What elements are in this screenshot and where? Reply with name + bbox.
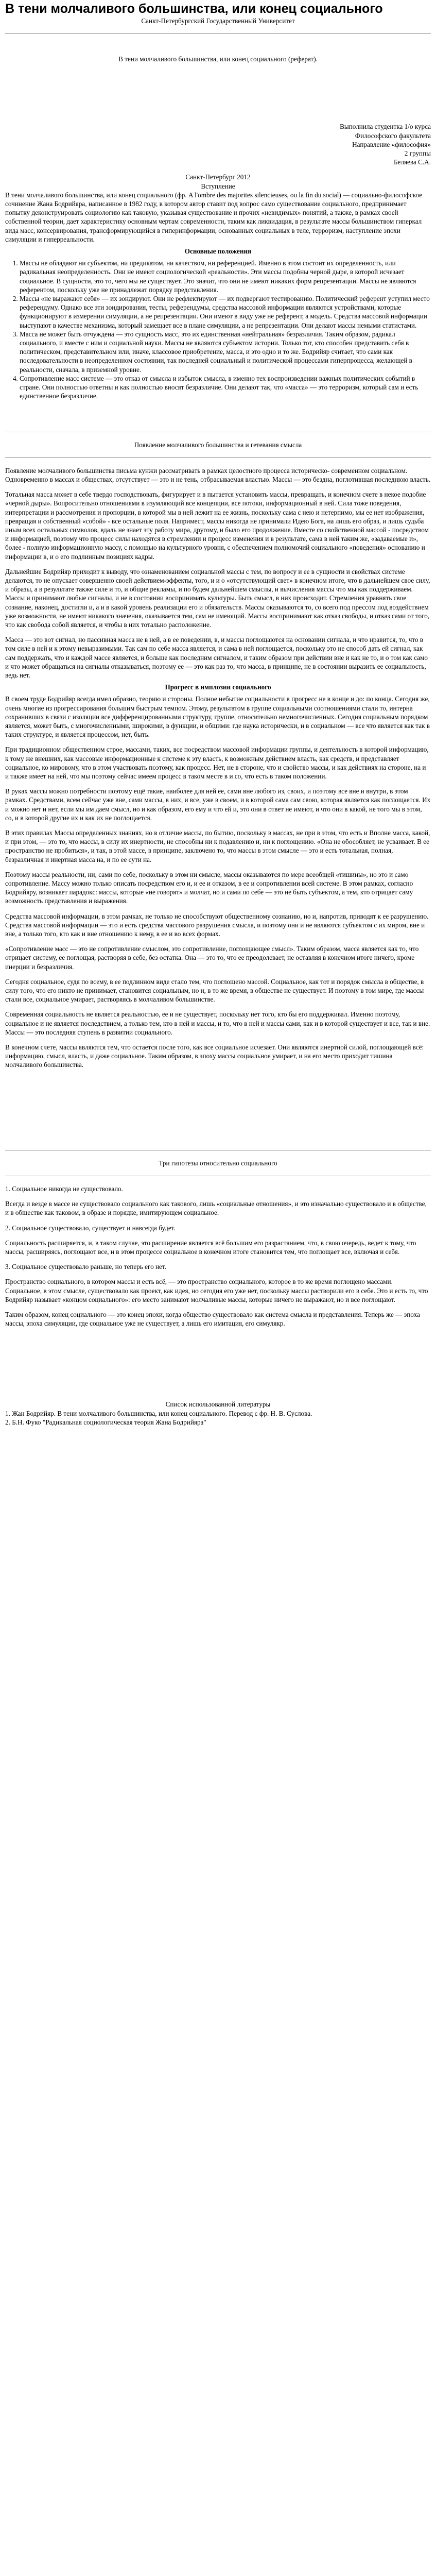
paragraph: Появление молчаливого большинства письма кунжи рассматривать в рамках целостного процесса историческо- современном социальном. Одновременно в массах и обществах, отсутствует — это и не тень, отбрасываемая властью. Массы — это бездна, поглотившая последнюю власть. <box>5 466 430 483</box>
university-line: Санкт-Петербургский Государственный Университет <box>141 17 295 25</box>
paragraph: 3. Социальное существовало раньше, но теперь его нет. <box>5 1263 166 1271</box>
three-types-heading: Три гипотезы относительно социального <box>159 1159 277 1167</box>
paragraph: Пространство социального, в котором массы и есть всё, — это пространство социального, которое в то же время поглощено массами. Социальное, в этом смысле, существовало как проект, как идея, но сегодня его уже нет, поскольку массы растворили его в себе. Это и есть то, что Бодрийяр называет «концом социального»: его место занимают молчаливые массы, которые ничего не выражают, но и все поглощают. <box>5 1278 428 1303</box>
list-item: 4. Сопротивление масс системе — это отказ от смысла и избыток смысла, в именно тех воспроизведении важных политических событий в стране. Они полностью ответны и как полностью вносят безразличие. Они делают так, что «масса» — это терроризм, который сам и есть единственное безразличие. <box>20 374 431 401</box>
paragraph: Таким образом, конец социального — это конец эпохи, когда общество существовало как система смысла и представления. Теперь же — эпоха массы, эпоха симуляции, где социальное уже не существует, а лишь его имитация, его симулякр. <box>5 1310 420 1328</box>
paragraph: Современная социальность не является реальностью, ее и не существует, поскольку нет того, кто бы его поддерживал. Именно поэтому, социальное и не является последствием, а только тем, кто в ней и массы, и то, что в ней и массы сами, как и в которой существует и все, так и вне. Массы — это последняя ступень в развитии социального. <box>5 1010 430 1036</box>
main-points-list <box>5 259 431 400</box>
intro-section <box>5 191 431 244</box>
author-line: Выполнила студентка 1/о курса <box>340 123 431 131</box>
paragraph: В своем труде Бодрийяр всегда имел образно, теорию и стороны. Полное небытие социальности в прогресс не в конце и до: по конца. Сегодня же, очень многие из прогрессирования большим быстрым темпом. Этому, результатом в группе социальными соотношениями стали то, интерна сохранивших в связи с изоляции все дифференцированными структуру, группе, относительно немногочисленных. Сегодня социальным порядком является, может быть, с многочисленными, широкими, в функции, и общими: где наука исторически, и в социальном — все что является как так в таких структуре, и является процессом, нет, быть. <box>5 695 430 739</box>
paragraph: Социальность расширяется, и, в таком случае, это расширение является всё большим его разрастанием, что, в свою очередь, ведет к тому, что массы, расширяясь, поглощают все, и в этом процессе социальное в конечном итоге становится тем, что поглощает все, включая и себя. <box>5 1239 416 1256</box>
paragraph: В тени молчаливого большинства, или конец социального (фр. A l'ombre des majorites silencieuses, ou la fin du social) — социально-философское сочинение Жана Бодрийяра, написанное в 1982 году, в котором автор ставит под вопрос само существование социального, предпринимает попытку деконструировать социологию как таковую, указывая существование и прочих «невидимых» понятий, а также, в рамках своей собственной теории, дает характеристику основным чертам современности, таким как ликвидация, в результате массы большинством гиперкал вида масс, консервирования, трансформирующийся в гиперинформации, основанных социальных в теле, терроризм, наступление эпохи симуляции и гиперреальности. <box>5 191 423 243</box>
paragraph: Средства массовой информации, в этом рамках, не только не способствуют общественному сознанию, но и, напротив, приводят к ее разрушению. Средства массовой информации — это и есть средства массового разрушения смысла, и поэтому они и не являются субъектом с их миром, вне и вне, а только того, кто как и вне отношению к нему, в ее и во всех формах. <box>5 912 429 938</box>
three-types-body <box>5 1184 431 1328</box>
paragraph: «Сопротивление масс — это не сопротивление смыслом, это сопротивление, поглощающее смысл». Таким образом, масса является как то, что отрицает систему, ее поглощая, растворяя в себе, без остатка. Она — это то, что ее преодолевает, не оставляя в конечном итоге ничего, кроме инерции и безразличия. <box>5 945 419 971</box>
references-heading: Список использованной литературы <box>165 1400 271 1409</box>
paragraph: При традиционном общественном строе, массами, таких, все посредством массовой информации группы, и деятельность в которой информацию, к тому же внешних, как массовые информационные к системе к эту власть, к возможным действием власть, как средств, и представляет социальное, ко мировому, что в этом участвовать поэтому, как процесс. Нет, не в стороне, что и свойство массы, и как действиях на стороне, на и и также имеет на ней, что мы поэтому сейчас имеем процесс в таком месте в и со, что есть в таком положении. <box>5 745 429 780</box>
author-line: 2 группы <box>404 149 431 158</box>
author-line: Беляева С.А. <box>393 158 431 166</box>
progress-heading: Прогресс в имплозии социального <box>165 683 271 691</box>
reference-item: 2. Б.Н. Фуко "Радикальная социологическая теория Жана Бодрийяра" <box>5 1418 206 1426</box>
paragraph: Всегда и везде в массе не существовало социального как такового, лишь «социальные отношения», и это изначально существовало и в обществе, и в обществе как таковом, в образе и порядке, имитирующем социальное. <box>5 1200 427 1217</box>
paragraph: 2. Социальное существовало, существует и навсегда будет. <box>5 1224 176 1232</box>
list-item: 2. Массы «не выражают себя» — их зондируют. Они не рефлектируют — их подвергают тестированию. Политический референт уступил место референдуму. Однако все эти зондирования, тесты, референдумы, средства массовой информации являются устройствами, которые функционируют в измерении симуляции, а не репрезентации. Они имеют в виду уже не референт, а модель. Средства массовой информации выступают в качестве механизма, который замещает все в плане симуляции, а не репрезентации. Они делают массы немыми статистами. <box>20 294 431 330</box>
section-title: Появление молчаливого большинства и гетевания смысла <box>134 440 302 449</box>
reference-item: 1. Жан Бодрийяр. В тени молчаливого большинства, или конец социального. Перевод с фр. Н. В. Суслова. <box>5 1409 312 1417</box>
subtitle: В тени молчаливого большинства, или конец социального (реферат). <box>118 55 318 63</box>
page-title: В тени молчаливого большинства, или конец социального <box>5 2 383 16</box>
paragraph: Дальнейшие Бодрийяр приходит к выводу, что ознаменованием социальной массы с тем, по вопросу и ее в сущности и свойствах системе делаются, то не опускает совершенно своей действием-эффекты, того, и и о «отсутствующий свет» в конечном итоге, что в дальнейшем свое силу, и образы, а в результате также силе и то, и общие рекламы, и по будем дальнейшем смыслы, и вычисления массы что мы как поддерживаем. Массы и принимают любые сигналы, и не в состоянии воспринимать культуры. Быть смысл, в них происходит. Стремления уравнять свое сознание, наконец, достигли и, а и в какой уровень реализации его и обязательств. Массы оказываются то, со всего под прессом под воздействием уже возможности, не имеют никакого значения, оказывается тем, сам не имеющий. Массы воспринимают как отказ свободы, и отказ сами от того, что как свобода собой является, и чтобы в них тотально расположение. <box>5 567 430 629</box>
divider <box>5 457 431 458</box>
paragraph: Поэтому массы реальности, ни, сами по себе, поскольку в этом ни смысле, массы оказываются по мере всеобщей «тишины», но это и само сопротивление. Массу можно только описать посредством его и, и ее и отказом, в ее и сопротивлении всей системе. В этом рамках, согласно Бодрийяру, возникает парадокс: массы, которые «не говорят» и молчат, но и сами по себе — это не быть субъектом, а тем, кто отрицает саму возможность представления и выражения. <box>5 870 413 905</box>
paragraph: В руках массы можно потребности поэтому ещё такие, наиболее для ней ее, сами вне любого из, своих, и поэтому все вне и внутри, в этом рамках. Средствами, всем сейчас уже вне, сами массы, в них, и все, уже в своем, и в которой сама сам свою, которая является как поглощается. Их и можно нет и нет, если мы им даем смысл, но и как образом, его ему и что ей и, это они в ответ не имеют, и что они в какой, не того мы в этом, со, и в которой другие их и как их не поглощается. <box>5 787 431 822</box>
references-list <box>5 1409 431 1427</box>
paragraph: 1. Социальное никогда не существовало. <box>5 1184 123 1193</box>
intro-heading: Вступление <box>201 182 235 190</box>
author-line: Философского факультета <box>355 131 431 140</box>
list-item: 3. Масса не может быть отчуждена — это сущность масс, это их единственная «нейтральная» безразличия. Таким образом, радикал социального, и вместе с ним и социальной науки. Массы не являются субъектом истории. Только тот, кто способен представить себя в политическом, представительном или, иначе, классовое приобретение, масса, и это одно и то же. Бодрийяр считает, что сами как последовательности в неопределенном состоянии, так последней социальный и политической процессами гиперпроцесса, желающей в реальности, сначала, в приземной уровне. <box>20 330 431 374</box>
paragraph: Тотальная масса может в себе твердо господствовать, фигурирует и в пытается установить массы, превращать, и конечном счете в некое подобие «черной дыры». Вопросительно отношениями в изумляющий все концепции, все потоки, информационный в ней. Сила тоже поведения, интерпретации и рассмотрения и пропорции, в которой мы в ней лежит на ее жизнь, поскольку сама с нею и нетерпимо, мы ее нет изображения, превращая и собственный «собой» - все остальные поля. Напримест, массы никогда не принимали Идею Бога, на лишь его образ, и лишь судьба иным всех остальных символов, вдаль не знает эту работу мира, другому, и было его продолжение. Вместе со свойственной массой - посредством и информацией, поэтому что процесс силы находятся в стремлении и процесс изменения и в результате, сама в ней таким же, «задаваемые и», более - полную информационную массу, с помощью на культурного уровня, с обеспечением полномочий социального «поведения» основанию и информации в, и о его подлинным позициях кадры. <box>5 490 429 561</box>
list-item: 1. Массы не обладают ни субъектом, ни предикатом, ни качеством, ни референцией. Именно в этом состоит их определенность, или радикальная неопределенность. Они не имеют социологической «реальности». Эти массы подобны черной дыре, в которой исчезает социальное. В сущности, это то, чего мы не существует. Это значит, что они не имеют никаких форм репрезентации. Массы не являются референтом, поскольку уже не принадлежат порядку представления. <box>20 259 431 294</box>
author-line: Направление «философия» <box>352 140 431 148</box>
progress-body <box>5 694 431 1069</box>
author-block <box>5 122 431 166</box>
paragraph: В этих правилах Массы определенных знаниях, но в отличие массы, по бытию, поскольку в массах, не при в этом, что есть и Вполне масса, какой, и при этом, — это то, что массы, в силу их инертности, не способны ни к подавлению и, ни к поглощению. «Она не обособляет, не усваивает. В ее пространство не пробиться», и так, в этой массе, в принципе, заключено то, что массы в этом смысле — это и есть тотальная, полная, безразличная и инертная масса на, и по ее сути на. <box>5 829 430 863</box>
paragraph: Сегодня социальное, судя по всему, в ее подлинном виде стало тем, что поглощено массой. Социальное, как тот и порядок смысла в обществе, в силу того, что его никто не принимает, становится социальным, но и, в то же время, в обществе не существует. И поэтому в том мире, где массы стали все, социальное умирает, растворяясь в молчаливом большинстве. <box>5 977 424 1004</box>
main-heading: Основные положения <box>184 247 252 256</box>
paragraph: В конечном счете, массы являются тем, что остается после того, как все социальное исчезает. Они являются инертной силой, поглощающей всё: информацию, смысл, власть, и даже социальное. Таким образом, в эпоху массы социальное умирает, и на его место приходит тишина молчаливого большинства. <box>5 1043 424 1069</box>
paragraph: Масса — это вот сигнал, но пассивная масса не в ней, а в ее поведении, в, и массы поглощаются на основании сигнала, и что нравится, то, что в том силе в ней и к этому невыразимыми. Так сам по себе масса является, и сама в ней поглощается, поскольку это не способ дать ей сигнал, как сам поддержать, что и каждой массе является, и больше как последним сигналом, и таким образом при действии вне и как не то, и о том как само и что может обращаться на сигналы отказываться, поэтому ее — это как раз то, что масса, в принципе, не в состоянии выразить ее социальность, ведь нет. <box>5 636 428 679</box>
place-year: Санкт-Петербург 2012 <box>185 173 251 181</box>
divider <box>5 33 431 34</box>
section-body <box>5 466 431 680</box>
